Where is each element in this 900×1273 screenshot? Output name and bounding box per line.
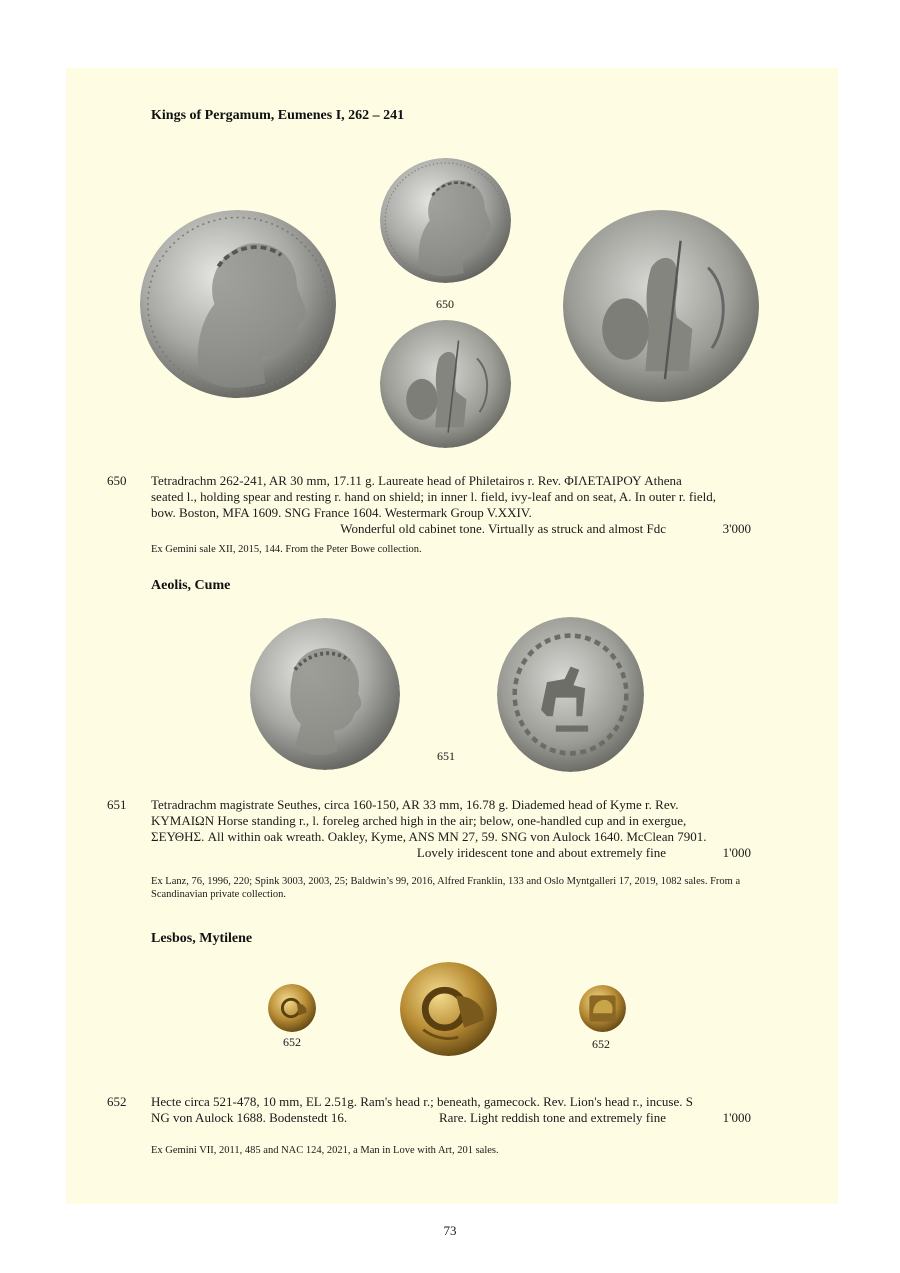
- verdict-row: [151, 521, 751, 537]
- description-line: Tetradrachm 262-241, AR 30 mm, 17.11 g. Laureate head of Philetairos r. Rev. ΦΙΛΕΤΑΙΡΟΥ Athena: [151, 473, 682, 488]
- estimate-price: 3'000: [722, 521, 751, 536]
- image-caption: 652: [592, 1037, 610, 1051]
- description-line: seated l., holding spear and resting r. hand on shield; in inner l. field, ivy-leaf and on seat, A. In outer r. field,: [151, 489, 716, 504]
- condition-verdict: Wonderful old cabinet tone. Virtually as struck and almost Fdc: [340, 521, 666, 536]
- silver-coin-horse-wreath-reverse: [497, 617, 644, 772]
- description-line: Hecte circa 521-478, 10 mm, EL 2.51g. Ram's head r.; beneath, gamecock. Rev. Lion's head r., incuse. S: [151, 1094, 693, 1109]
- estimate-price: 1'000: [722, 845, 751, 860]
- verdict-row: [151, 1110, 751, 1126]
- estimate-price: 1'000: [722, 1110, 751, 1125]
- condition-verdict: Rare. Light reddish tone and extremely fine: [438, 1110, 666, 1125]
- electrum-coin-ram-head-enlarged: [400, 962, 497, 1056]
- provenance-note: Ex Lanz, 76, 1996, 220; Spink 3003, 2003, 25; Baldwin’s 99, 2016, Alfred Franklin, 133 and Oslo Myntgalleri 17, 2019, 1082 sales. From a Scandinavian private collection.: [151, 876, 741, 900]
- description-line: ΚΥΜΑΙΩΝ Horse standing r., l. foreleg arched high in the air; below, one-handled cup and in exergue,: [151, 813, 687, 828]
- image-caption: 651: [437, 749, 455, 763]
- provenance-note: Ex Gemini VII, 2011, 485 and NAC 124, 2021, a Man in Love with Art, 201 sales.: [151, 1145, 499, 1156]
- silver-coin-athena-reverse-small: [380, 320, 511, 448]
- verdict-row: [151, 845, 751, 861]
- lot-number: 652: [107, 1094, 127, 1109]
- silver-coin-kyme-head-obverse: [250, 618, 400, 770]
- description-line: bow. Boston, MFA 1609. SNG France 1604. Westermark Group V.XXIV.: [151, 505, 532, 520]
- description-line: NG von Aulock 1688. Bodenstedt 16.: [151, 1110, 348, 1125]
- image-caption: 652: [283, 1035, 301, 1049]
- section-heading: Lesbos, Mytilene: [151, 931, 253, 946]
- electrum-coin-lion-head-incuse: [579, 985, 626, 1032]
- description-line: Tetradrachm magistrate Seuthes, circa 160-150, AR 33 mm, 16.78 g. Diademed head of Kyme r. Rev.: [151, 797, 679, 812]
- electrum-coin-ram-head-small: [268, 984, 316, 1032]
- silver-coin-head-obverse-small: [380, 158, 511, 283]
- page-number: 73: [443, 1223, 457, 1238]
- lot-description: [151, 473, 751, 521]
- silver-coin-head-obverse-large: [140, 210, 336, 398]
- condition-verdict: Lovely iridescent tone and about extremely fine: [416, 845, 666, 860]
- section-heading: Kings of Pergamum, Eumenes I, 262 – 241: [151, 108, 405, 123]
- section-heading: Aeolis, Cume: [151, 578, 231, 593]
- provenance-note: Ex Gemini sale XII, 2015, 144. From the Peter Bowe collection.: [151, 544, 422, 555]
- lot-number: 650: [107, 473, 127, 488]
- silver-coin-athena-reverse-large: [563, 210, 759, 402]
- lot-number: 651: [107, 797, 127, 812]
- description-line: ΣΕΥΘΗΣ. All within oak wreath. Oakley, Kyme, ANS MN 27, 59. SNG von Aulock 1640. McClean 7901.: [151, 829, 707, 844]
- lot-description: [151, 797, 751, 845]
- image-caption: 650: [436, 297, 454, 311]
